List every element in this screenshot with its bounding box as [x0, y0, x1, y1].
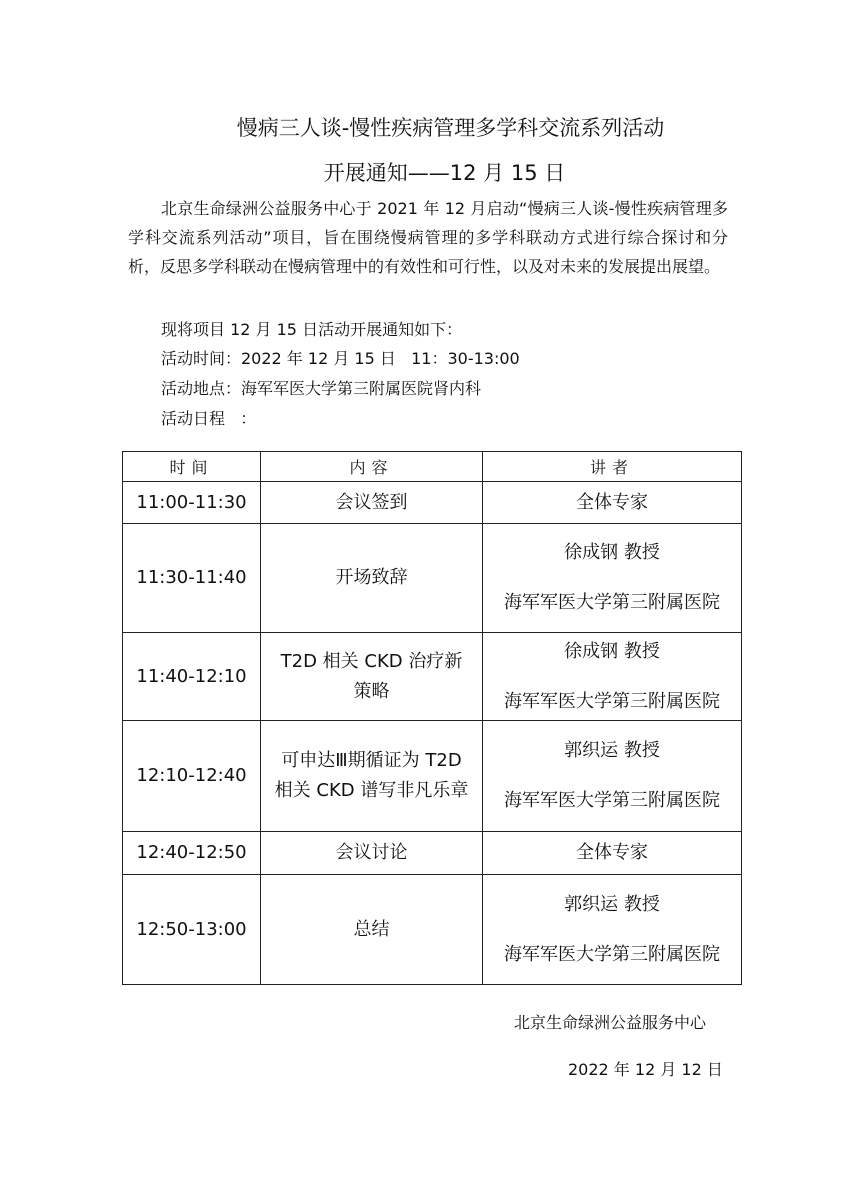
row-time: 12:10-12:40: [123, 721, 261, 832]
notice-title-line2: 开展通知——12 月 15 日: [323, 161, 566, 185]
table-row: [123, 482, 742, 524]
row-speaker-cell: [483, 721, 742, 832]
table-row: [123, 524, 742, 633]
row-speaker-cell: [483, 633, 742, 721]
event-time: 活动时间：2022 年 12 月 15 日 11：30-13:00: [161, 349, 520, 368]
schedule-table: [122, 451, 742, 985]
speaker-name: 徐成钢 教授: [564, 640, 660, 662]
speaker-affiliation: 海军军医大学第三附属医院: [504, 943, 720, 965]
table-row: [123, 832, 742, 875]
row-content: 开场致辞: [261, 524, 483, 633]
event-location: 活动地点：海军军医大学第三附属医院肾内科: [161, 379, 482, 398]
row-time: 11:00-11:30: [123, 482, 261, 524]
row-speaker: 全体专家: [483, 482, 742, 524]
table-row: [123, 875, 742, 985]
table-header-row: [123, 452, 742, 482]
row-time: 12:40-12:50: [123, 832, 261, 875]
footer-organization: 北京生命绿洲公益服务中心: [514, 1013, 707, 1032]
schedule-label: 活动日程 ：: [161, 409, 257, 428]
row-content: 总结: [261, 875, 483, 985]
notice-title-line1: 慢病三人谈-慢性疾病管理多学科交流系列活动: [236, 116, 665, 140]
row-content: T2D 相关 CKD 治疗新策略: [261, 633, 483, 721]
row-time: 12:50-13:00: [123, 875, 261, 985]
speaker-affiliation: 海军军医大学第三附属医院: [504, 790, 720, 811]
row-time: 11:40-12:10: [123, 633, 261, 721]
speaker-name: 郭织运 教授: [564, 740, 660, 761]
row-time: 11:30-11:40: [123, 524, 261, 633]
footer-date: 2022 年 12 月 12 日: [568, 1060, 723, 1079]
row-content: 会议签到: [261, 482, 483, 524]
row-content: 会议讨论: [261, 832, 483, 875]
row-speaker: 全体专家: [483, 832, 742, 875]
speaker-affiliation: 海军军医大学第三附属医院: [504, 592, 720, 613]
header-speaker: 讲者: [483, 452, 742, 482]
notice-line: 现将项目 12 月 15 日活动开展通知如下：: [161, 320, 463, 339]
speaker-name: 郭织运 教授: [564, 893, 660, 915]
row-speaker-cell: [483, 875, 742, 985]
table-row: [123, 721, 742, 832]
speaker-name: 徐成钢 教授: [564, 542, 660, 563]
row-speaker-cell: [483, 524, 742, 633]
header-time: 时间: [123, 452, 261, 482]
header-content: 内容: [261, 452, 483, 482]
row-content: 可申达Ⅲ期循证为 T2D 相关 CKD 谱写非凡乐章: [261, 721, 483, 832]
intro-paragraph: 北京生命绿洲公益服务中心于 2021 年 12 月启动“慢病三人谈-慢性疾病管理多学科交流系列活动”项目，旨在围绕慢病管理的多学科联动方式进行综合探讨和分析，反思多学科联动在慢病管理中的有效性和可行性，以及对未来的发展提出展望。: [128, 199, 728, 276]
table-row: [123, 633, 742, 721]
speaker-affiliation: 海军军医大学第三附属医院: [504, 690, 720, 712]
